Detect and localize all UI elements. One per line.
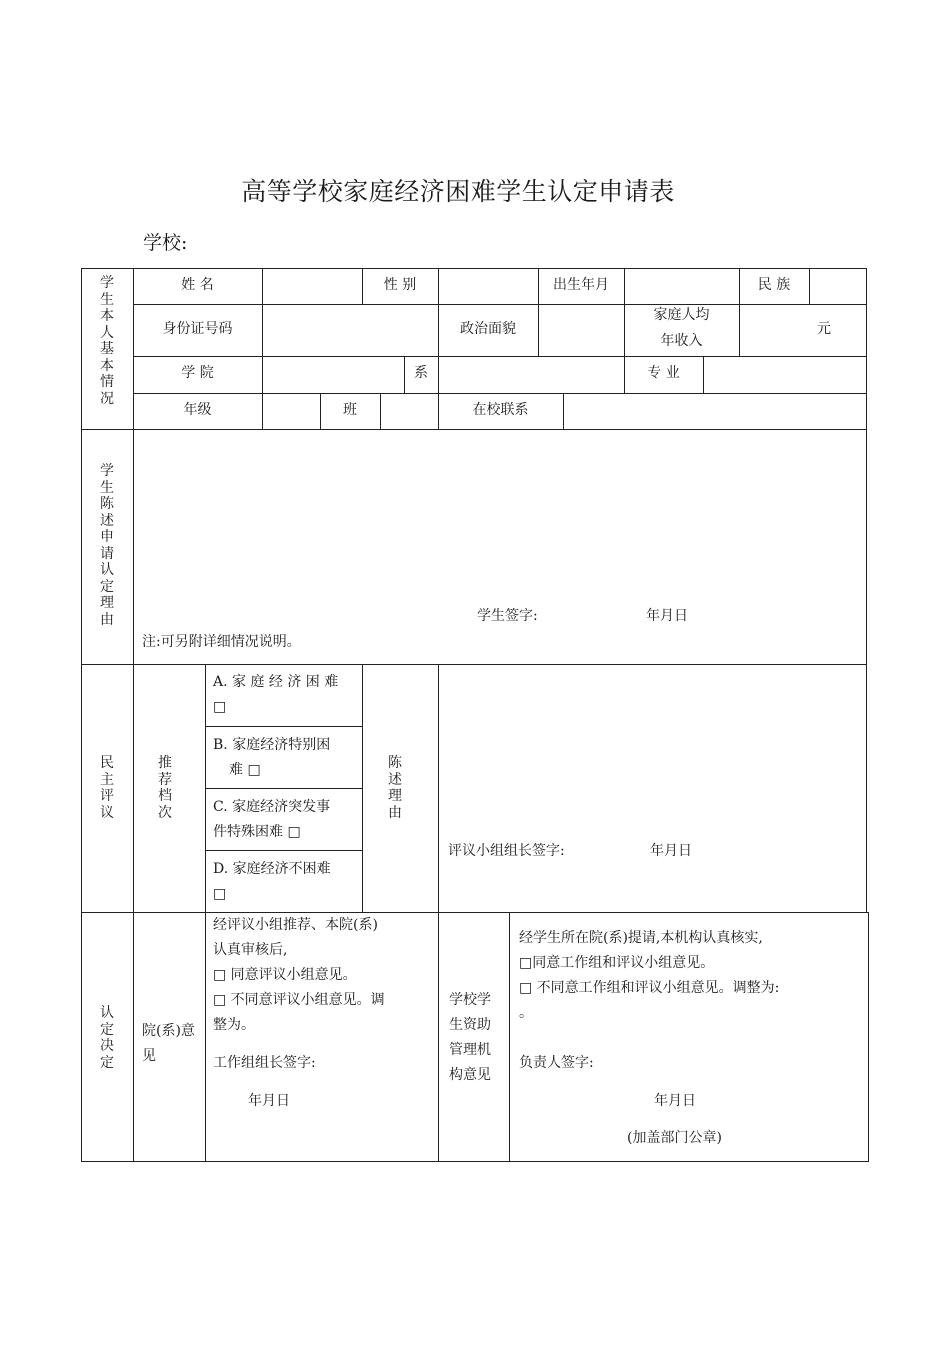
- agency-disagree-option[interactable]: □ 不同意工作组和评议小组意见。调整为:: [519, 980, 780, 996]
- dept-line-1: 经评议小组推荐、本院(系): [213, 917, 378, 933]
- statement-note: 注:可另附详细情况说明。: [142, 634, 301, 650]
- agency-line-1: 经学生所在院(系)提请,本机构认真核实,: [519, 930, 763, 946]
- ethnicity-label: 民 族: [757, 277, 791, 293]
- school-label: 学校:: [143, 232, 188, 254]
- basic-info-side-label: 学生本人基本情况: [100, 275, 114, 407]
- statement-side-label: 学生陈述申请认定理由: [100, 463, 114, 628]
- decision-side-label: 认定决定: [100, 1005, 114, 1071]
- dept-agree-option[interactable]: □ 同意评议小组意见。: [213, 967, 357, 983]
- family-income-label-line2: 年收入: [660, 333, 703, 349]
- evaluation-side-label: 民主评议: [100, 755, 114, 821]
- student-signature-label: 学生签字:: [477, 608, 538, 624]
- evaluation-date: 年月日: [650, 843, 692, 859]
- gender-label: 性 别: [383, 277, 417, 293]
- option-a[interactable]: [213, 670, 338, 720]
- grade-label: 年级: [183, 402, 212, 418]
- option-b-text-checkbox[interactable]: 难 □: [229, 762, 261, 778]
- dept-disagree-option[interactable]: □ 不同意评议小组意见。调: [213, 992, 385, 1008]
- option-c-text-checkbox[interactable]: 件特殊困难 □: [213, 824, 301, 840]
- option-d-text: D. 家庭经济不困难: [213, 861, 331, 877]
- dept-date: 年月日: [248, 1093, 290, 1109]
- option-d[interactable]: [213, 857, 331, 907]
- agency-date: 年月日: [654, 1093, 696, 1109]
- major-label: 专 业: [647, 365, 680, 381]
- option-b-text: B. 家庭经济特别困: [213, 737, 331, 753]
- agency-opinion-label: 学校学生资助管理机构意见: [449, 992, 491, 1083]
- option-a-checkbox[interactable]: □: [213, 699, 227, 715]
- department-opinion-label: 院(系)意见: [142, 1023, 195, 1064]
- agency-opinion-text: [519, 926, 779, 1026]
- name-label: 姓 名: [181, 277, 214, 293]
- option-a-text: A. 家 庭 经 济 困 难: [213, 674, 339, 690]
- option-c-text: C. 家庭经济突发事: [213, 799, 331, 815]
- college-label: 学 院: [181, 365, 214, 381]
- reason-label: 陈述理由: [388, 755, 402, 821]
- agency-stamp-note: (加盖部门公章): [627, 1130, 722, 1146]
- id-number-label: 身份证号码: [162, 321, 233, 337]
- agency-line-4: 。: [519, 1005, 533, 1021]
- campus-contact-label: 在校联系: [472, 402, 529, 418]
- department-opinion-text: [213, 913, 385, 1038]
- form-title: 高等学校家庭经济困难学生认定申请表: [241, 177, 675, 206]
- agency-leader-signature: 负责人签字:: [519, 1055, 594, 1071]
- political-status-label: 政治面貌: [460, 321, 516, 337]
- option-b[interactable]: [213, 733, 330, 783]
- dept-line-5: 整为。: [213, 1017, 255, 1033]
- yuan-unit: 元: [817, 321, 831, 337]
- evaluation-leader-signature: 评议小组组长签字:: [448, 843, 565, 859]
- family-income-label-line1: 家庭人均: [653, 307, 710, 323]
- class-label: 班: [343, 402, 357, 418]
- option-c[interactable]: [213, 795, 330, 845]
- recommend-level-label: 推荐档次: [158, 755, 172, 821]
- birth-date-label: 出生年月: [553, 277, 609, 293]
- agency-agree-option[interactable]: □同意工作组和评议小组意见。: [519, 955, 715, 971]
- dept-line-2: 认真审核后,: [213, 942, 288, 958]
- student-signature-date: 年月日: [646, 608, 688, 624]
- option-d-checkbox[interactable]: □: [213, 886, 227, 902]
- dept-leader-signature: 工作组组长签字:: [213, 1055, 316, 1071]
- department-label: 系: [414, 365, 428, 381]
